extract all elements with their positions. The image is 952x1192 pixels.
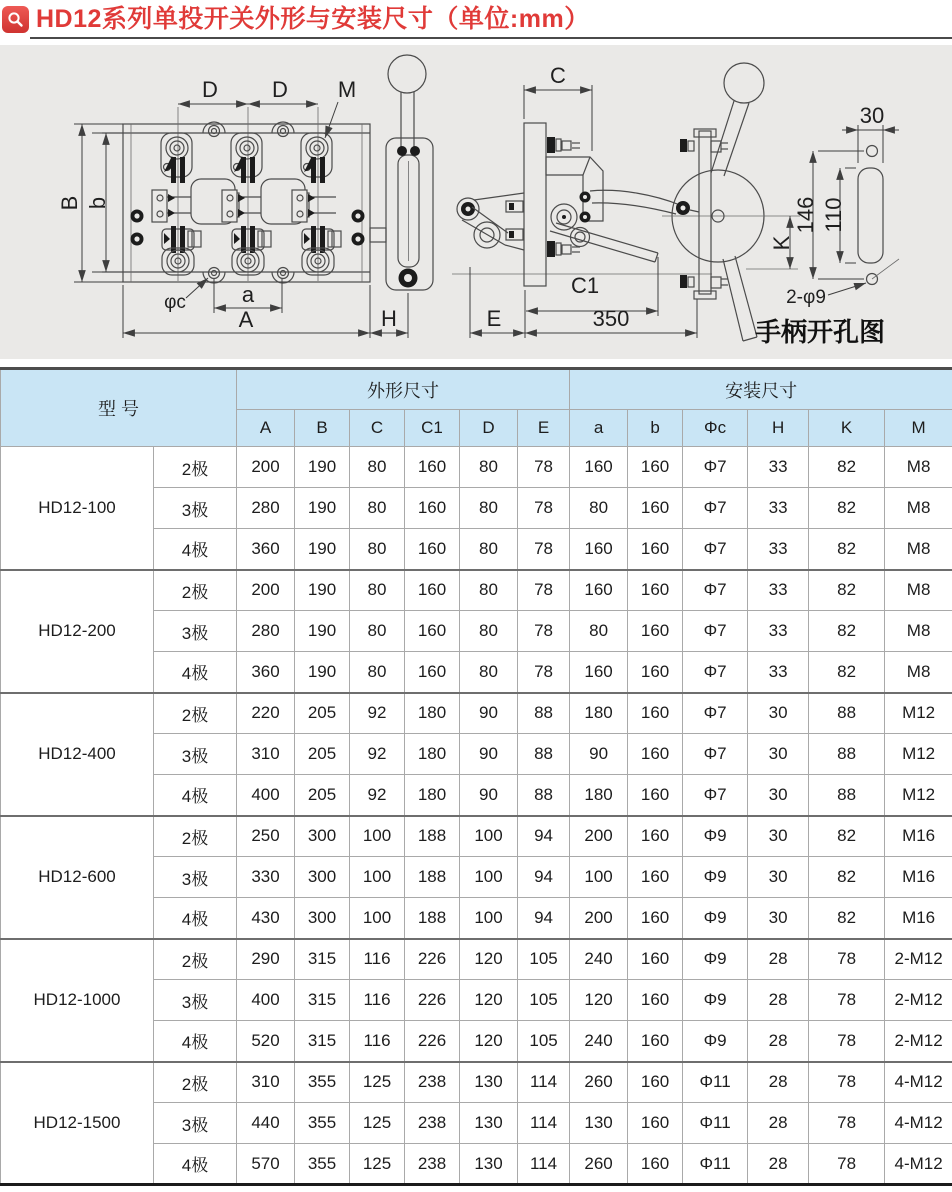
value-cell: 82: [809, 652, 885, 693]
value-cell: 125: [350, 1103, 405, 1144]
table-row: [1, 939, 952, 980]
value-cell: 30: [748, 816, 809, 857]
value-cell: 90: [460, 775, 518, 816]
value-cell: 100: [350, 898, 405, 939]
value-cell: 260: [570, 1144, 628, 1185]
value-cell: 120: [460, 980, 518, 1021]
col-D: D: [460, 410, 518, 447]
value-cell: 280: [237, 488, 295, 529]
poles-cell: 3极: [154, 488, 237, 529]
value-cell: 226: [405, 1021, 460, 1062]
value-cell: 240: [570, 939, 628, 980]
value-cell: 160: [405, 529, 460, 570]
value-cell: 116: [350, 1021, 405, 1062]
value-cell: 190: [295, 611, 350, 652]
poles-cell: 2极: [154, 816, 237, 857]
value-cell: 160: [570, 652, 628, 693]
dim-label-A: A: [238, 307, 254, 332]
dim-label-K: K: [769, 235, 794, 251]
poles-cell: 2极: [154, 939, 237, 980]
poles-cell: 4极: [154, 1021, 237, 1062]
value-cell: 160: [405, 652, 460, 693]
model-cell: HD12-400: [1, 693, 154, 816]
value-cell: 188: [405, 857, 460, 898]
value-cell: 33: [748, 570, 809, 611]
value-cell: 160: [628, 857, 683, 898]
value-cell: 125: [350, 1062, 405, 1103]
table-row: [1, 447, 952, 488]
value-cell: 125: [350, 1144, 405, 1185]
value-cell: 355: [295, 1103, 350, 1144]
value-cell: 160: [628, 1144, 683, 1185]
value-cell: 130: [460, 1062, 518, 1103]
value-cell: 360: [237, 529, 295, 570]
value-cell: 2-M12: [885, 939, 952, 980]
value-cell: 33: [748, 529, 809, 570]
value-cell: 180: [570, 775, 628, 816]
value-cell: 28: [748, 1021, 809, 1062]
value-cell: 300: [295, 816, 350, 857]
value-cell: 78: [809, 1103, 885, 1144]
value-cell: 82: [809, 529, 885, 570]
dim-label-m: M: [337, 77, 357, 102]
value-cell: 160: [628, 652, 683, 693]
value-cell: 315: [295, 939, 350, 980]
value-cell: 82: [809, 570, 885, 611]
col-B: B: [295, 410, 350, 447]
value-cell: 100: [460, 816, 518, 857]
value-cell: 160: [628, 570, 683, 611]
value-cell: 82: [809, 898, 885, 939]
value-cell: 180: [570, 693, 628, 734]
dim-label-2-phi9: 2-φ9: [786, 287, 826, 308]
value-cell: Φ7: [683, 611, 748, 652]
value-cell: 240: [570, 1021, 628, 1062]
value-cell: 160: [628, 734, 683, 775]
poles-cell: 2极: [154, 1062, 237, 1103]
header-outline-group: 外形尺寸: [237, 369, 570, 410]
value-cell: 200: [570, 898, 628, 939]
value-cell: M16: [885, 857, 952, 898]
value-cell: 160: [628, 816, 683, 857]
title-bar: [0, 0, 952, 34]
value-cell: 114: [518, 1103, 570, 1144]
table-row: [1, 816, 952, 857]
value-cell: 290: [237, 939, 295, 980]
value-cell: 100: [460, 898, 518, 939]
poles-cell: 4极: [154, 775, 237, 816]
value-cell: 330: [237, 857, 295, 898]
value-cell: 78: [518, 529, 570, 570]
value-cell: Φ7: [683, 570, 748, 611]
value-cell: 570: [237, 1144, 295, 1185]
dim-label-E: E: [486, 306, 502, 331]
value-cell: 160: [628, 1062, 683, 1103]
value-cell: 160: [570, 529, 628, 570]
value-cell: 205: [295, 734, 350, 775]
col-b: b: [628, 410, 683, 447]
value-cell: 78: [518, 570, 570, 611]
value-cell: M12: [885, 775, 952, 816]
value-cell: 78: [518, 652, 570, 693]
value-cell: 160: [628, 898, 683, 939]
value-cell: Φ9: [683, 816, 748, 857]
value-cell: 80: [570, 488, 628, 529]
value-cell: 160: [570, 447, 628, 488]
value-cell: 88: [518, 693, 570, 734]
value-cell: 78: [809, 1144, 885, 1185]
value-cell: M8: [885, 488, 952, 529]
value-cell: 260: [570, 1062, 628, 1103]
value-cell: 100: [350, 816, 405, 857]
value-cell: 100: [460, 857, 518, 898]
poles-cell: 2极: [154, 693, 237, 734]
value-cell: Φ7: [683, 775, 748, 816]
value-cell: 355: [295, 1062, 350, 1103]
value-cell: 82: [809, 447, 885, 488]
dim-label-146: 146: [793, 196, 818, 234]
value-cell: 80: [460, 652, 518, 693]
value-cell: 28: [748, 939, 809, 980]
value-cell: 205: [295, 693, 350, 734]
value-cell: 33: [748, 611, 809, 652]
col-a: a: [570, 410, 628, 447]
value-cell: 80: [350, 652, 405, 693]
value-cell: 80: [460, 447, 518, 488]
value-cell: 80: [460, 570, 518, 611]
side-view: [452, 63, 712, 338]
value-cell: 400: [237, 980, 295, 1021]
dim-label-30: 30: [859, 103, 885, 128]
value-cell: M12: [885, 693, 952, 734]
value-cell: 430: [237, 898, 295, 939]
value-cell: 250: [237, 816, 295, 857]
value-cell: 440: [237, 1103, 295, 1144]
value-cell: 160: [628, 447, 683, 488]
value-cell: 30: [748, 775, 809, 816]
value-cell: 120: [570, 980, 628, 1021]
value-cell: 238: [405, 1144, 460, 1185]
value-cell: 180: [405, 734, 460, 775]
value-cell: 88: [809, 693, 885, 734]
value-cell: Φ9: [683, 1021, 748, 1062]
value-cell: Φ7: [683, 447, 748, 488]
value-cell: 80: [350, 611, 405, 652]
value-cell: 120: [460, 939, 518, 980]
value-cell: Φ7: [683, 734, 748, 775]
value-cell: 28: [748, 1144, 809, 1185]
value-cell: 160: [405, 488, 460, 529]
value-cell: 80: [350, 570, 405, 611]
value-cell: 92: [350, 734, 405, 775]
model-cell: HD12-100: [1, 447, 154, 570]
value-cell: 190: [295, 488, 350, 529]
value-cell: 160: [628, 611, 683, 652]
value-cell: 78: [809, 980, 885, 1021]
value-cell: Φ7: [683, 488, 748, 529]
value-cell: 80: [350, 488, 405, 529]
col-phi-c: Φc: [683, 410, 748, 447]
value-cell: 88: [518, 734, 570, 775]
value-cell: 33: [748, 652, 809, 693]
col-H: H: [748, 410, 809, 447]
dim-label-110: 110: [821, 197, 846, 233]
value-cell: 28: [748, 1062, 809, 1103]
dim-label-C1: C1: [570, 273, 600, 298]
value-cell: 82: [809, 857, 885, 898]
value-cell: 160: [628, 529, 683, 570]
value-cell: 226: [405, 939, 460, 980]
value-cell: 82: [809, 488, 885, 529]
value-cell: 28: [748, 980, 809, 1021]
dim-label-a: a: [241, 282, 255, 307]
value-cell: Φ11: [683, 1144, 748, 1185]
col-C: C: [350, 410, 405, 447]
value-cell: 160: [628, 980, 683, 1021]
col-M: M: [885, 410, 952, 447]
value-cell: 160: [628, 775, 683, 816]
value-cell: 190: [295, 570, 350, 611]
value-cell: 310: [237, 734, 295, 775]
value-cell: 92: [350, 775, 405, 816]
poles-cell: 3极: [154, 980, 237, 1021]
value-cell: M16: [885, 898, 952, 939]
value-cell: 82: [809, 611, 885, 652]
value-cell: 78: [518, 611, 570, 652]
value-cell: 160: [628, 488, 683, 529]
table-row: [1, 570, 952, 611]
dim-label-phi-c: φc: [164, 292, 186, 313]
value-cell: 90: [460, 693, 518, 734]
drawing-svg: [0, 45, 952, 359]
poles-cell: 3极: [154, 734, 237, 775]
value-cell: 114: [518, 1144, 570, 1185]
value-cell: 160: [628, 693, 683, 734]
col-C1: C1: [405, 410, 460, 447]
value-cell: 100: [570, 857, 628, 898]
model-cell: HD12-1500: [1, 1062, 154, 1185]
value-cell: 160: [570, 570, 628, 611]
value-cell: 2-M12: [885, 1021, 952, 1062]
dim-label-C: C: [550, 63, 566, 88]
value-cell: 520: [237, 1021, 295, 1062]
value-cell: 30: [748, 898, 809, 939]
value-cell: 105: [518, 939, 570, 980]
search-icon: [2, 6, 29, 33]
value-cell: M16: [885, 816, 952, 857]
table-row: [1, 693, 952, 734]
value-cell: M8: [885, 611, 952, 652]
value-cell: 130: [460, 1144, 518, 1185]
value-cell: 78: [809, 939, 885, 980]
value-cell: 116: [350, 980, 405, 1021]
header-install-group: 安装尺寸: [570, 369, 952, 410]
value-cell: M8: [885, 529, 952, 570]
value-cell: 300: [295, 898, 350, 939]
value-cell: 280: [237, 611, 295, 652]
col-A: A: [237, 410, 295, 447]
value-cell: 78: [518, 447, 570, 488]
value-cell: Φ9: [683, 980, 748, 1021]
value-cell: 238: [405, 1103, 460, 1144]
cutout-caption: 手柄开孔图: [754, 317, 886, 347]
value-cell: 200: [570, 816, 628, 857]
value-cell: 188: [405, 816, 460, 857]
table-header: [1, 369, 952, 447]
value-cell: 88: [809, 775, 885, 816]
poles-cell: 2极: [154, 570, 237, 611]
value-cell: 28: [748, 1103, 809, 1144]
value-cell: 160: [628, 939, 683, 980]
value-cell: 160: [628, 1021, 683, 1062]
value-cell: 82: [809, 816, 885, 857]
value-cell: 78: [518, 488, 570, 529]
front-view: [57, 55, 433, 338]
poles-cell: 3极: [154, 857, 237, 898]
value-cell: 94: [518, 857, 570, 898]
value-cell: 190: [295, 652, 350, 693]
value-cell: M8: [885, 570, 952, 611]
value-cell: 190: [295, 529, 350, 570]
value-cell: 90: [570, 734, 628, 775]
value-cell: 190: [295, 447, 350, 488]
value-cell: 220: [237, 693, 295, 734]
value-cell: 205: [295, 775, 350, 816]
col-E: E: [518, 410, 570, 447]
poles-cell: 4极: [154, 1144, 237, 1185]
value-cell: 94: [518, 898, 570, 939]
value-cell: 80: [460, 488, 518, 529]
dim-label-d-right: D: [272, 77, 288, 102]
value-cell: Φ11: [683, 1103, 748, 1144]
value-cell: 33: [748, 447, 809, 488]
table-body: [1, 447, 952, 1185]
handle-cutout-view: [755, 103, 899, 347]
value-cell: 114: [518, 1062, 570, 1103]
value-cell: Φ7: [683, 529, 748, 570]
col-K: K: [809, 410, 885, 447]
value-cell: Φ9: [683, 898, 748, 939]
value-cell: 80: [350, 529, 405, 570]
value-cell: 160: [405, 447, 460, 488]
handle-assembly: [662, 63, 800, 341]
value-cell: 238: [405, 1062, 460, 1103]
poles-cell: 4极: [154, 652, 237, 693]
dim-label-d-left: D: [202, 77, 218, 102]
poles-cell: 3极: [154, 611, 237, 652]
value-cell: 105: [518, 980, 570, 1021]
poles-cell: 2极: [154, 447, 237, 488]
value-cell: 90: [460, 734, 518, 775]
value-cell: 80: [460, 529, 518, 570]
page-title: HD12系列单投开关外形与安装尺寸（单位:mm）: [36, 4, 590, 33]
value-cell: Φ7: [683, 693, 748, 734]
value-cell: Φ9: [683, 939, 748, 980]
poles-cell: 4极: [154, 898, 237, 939]
value-cell: Φ7: [683, 652, 748, 693]
poles-cell: 3极: [154, 1103, 237, 1144]
value-cell: 78: [809, 1021, 885, 1062]
value-cell: 80: [460, 611, 518, 652]
model-cell: HD12-1000: [1, 939, 154, 1062]
value-cell: 94: [518, 816, 570, 857]
dim-label-H: H: [381, 306, 397, 331]
value-cell: 88: [809, 734, 885, 775]
value-cell: 360: [237, 652, 295, 693]
technical-drawing: [0, 45, 952, 359]
value-cell: 200: [237, 447, 295, 488]
value-cell: 30: [748, 693, 809, 734]
value-cell: 88: [518, 775, 570, 816]
table-row: [1, 1062, 952, 1103]
value-cell: 2-M12: [885, 980, 952, 1021]
dim-label-b-inner: b: [85, 196, 110, 210]
dim-label-350: 350: [592, 306, 630, 331]
value-cell: 400: [237, 775, 295, 816]
value-cell: 120: [460, 1021, 518, 1062]
value-cell: 130: [460, 1103, 518, 1144]
value-cell: 315: [295, 980, 350, 1021]
value-cell: 4-M12: [885, 1103, 952, 1144]
value-cell: 355: [295, 1144, 350, 1185]
value-cell: 92: [350, 693, 405, 734]
value-cell: Φ11: [683, 1062, 748, 1103]
dim-label-b-outer: B: [57, 195, 82, 211]
header-model: 型 号: [1, 369, 237, 447]
value-cell: 116: [350, 939, 405, 980]
value-cell: 30: [748, 857, 809, 898]
value-cell: 100: [350, 857, 405, 898]
value-cell: Φ9: [683, 857, 748, 898]
model-cell: HD12-200: [1, 570, 154, 693]
value-cell: 160: [405, 611, 460, 652]
model-cell: HD12-600: [1, 816, 154, 939]
value-cell: 160: [405, 570, 460, 611]
title-divider: [30, 37, 952, 39]
value-cell: 188: [405, 898, 460, 939]
value-cell: 180: [405, 693, 460, 734]
value-cell: 315: [295, 1021, 350, 1062]
value-cell: 105: [518, 1021, 570, 1062]
value-cell: 33: [748, 488, 809, 529]
value-cell: 300: [295, 857, 350, 898]
value-cell: 160: [628, 1103, 683, 1144]
value-cell: 80: [570, 611, 628, 652]
value-cell: 4-M12: [885, 1062, 952, 1103]
dimensions-table: [0, 367, 952, 1186]
value-cell: M8: [885, 447, 952, 488]
value-cell: 200: [237, 570, 295, 611]
value-cell: 78: [809, 1062, 885, 1103]
value-cell: 226: [405, 980, 460, 1021]
value-cell: 30: [748, 734, 809, 775]
value-cell: 80: [350, 447, 405, 488]
value-cell: M8: [885, 652, 952, 693]
value-cell: 130: [570, 1103, 628, 1144]
value-cell: 310: [237, 1062, 295, 1103]
poles-cell: 4极: [154, 529, 237, 570]
value-cell: 4-M12: [885, 1144, 952, 1185]
value-cell: M12: [885, 734, 952, 775]
value-cell: 180: [405, 775, 460, 816]
